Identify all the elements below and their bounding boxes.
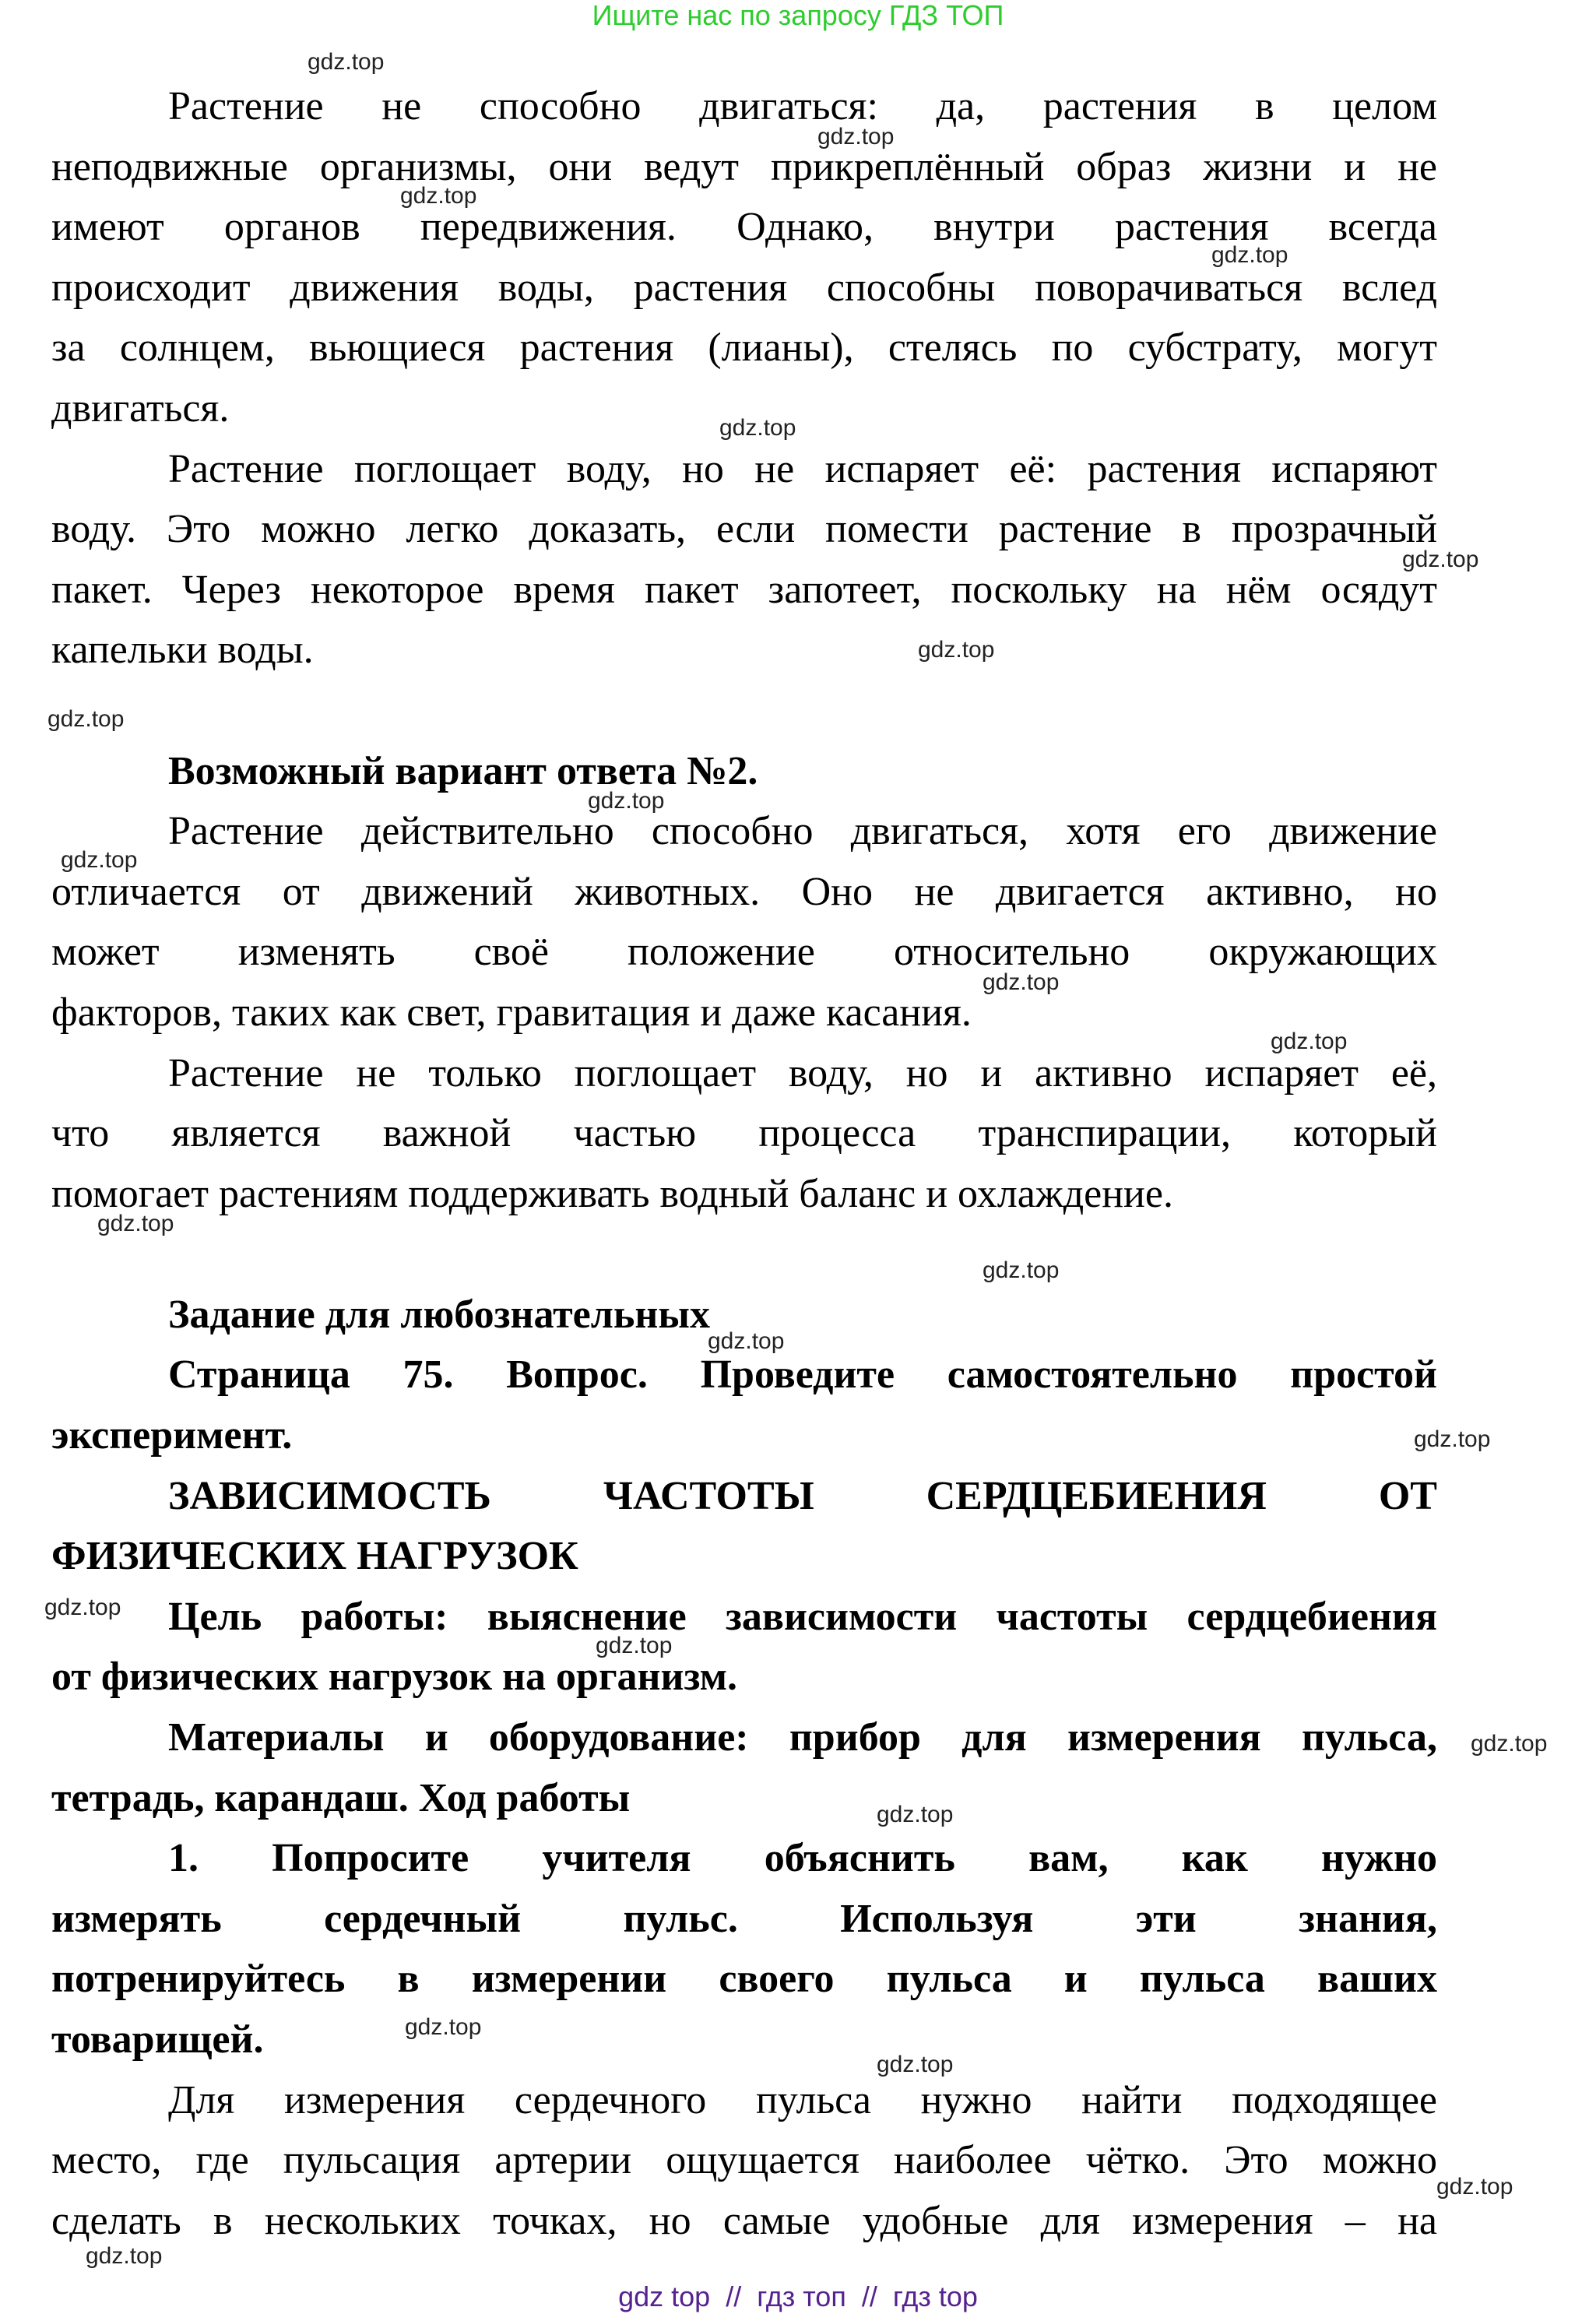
text-line: Растение не способно двигаться: да, растения в целом [168, 84, 1437, 128]
watermark: gdz.top [877, 1802, 954, 1827]
watermark: gdz.top [983, 969, 1060, 995]
watermark: gdz.top [588, 788, 665, 814]
watermark: gdz.top [918, 637, 995, 663]
watermark: gdz.top [596, 1633, 673, 1658]
goal-line: Цель работы: выяснение зависимости частоты сердцебиения [168, 1594, 1437, 1639]
step-line: товарищей. [51, 2017, 264, 2062]
watermark: gdz.top [1211, 242, 1288, 268]
spacer [51, 680, 1437, 741]
watermark: gdz.top [61, 847, 138, 873]
text-line: неподвижные организмы, они ведут прикреплённый образ жизни и не [51, 144, 1437, 189]
text-line: Растение поглощает воду, но не испаряет её: растения испаряют [168, 446, 1437, 491]
watermark: gdz.top [47, 706, 125, 732]
experiment-title: ФИЗИЧЕСКИХ НАГРУЗОК [51, 1534, 578, 1579]
materials-line: Материалы и оборудование: прибор для измерения пульса, [168, 1715, 1437, 1760]
watermark: gdz.top [44, 1595, 121, 1620]
watermark: gdz.top [1436, 2174, 1513, 2200]
watermark: gdz.top [405, 2014, 482, 2040]
text-line: пакет. Через некоторое время пакет запотеет, поскольку на нём осядут [51, 567, 1437, 612]
text-line: двигаться. [51, 385, 230, 431]
question-line: эксперимент. [51, 1413, 293, 1458]
watermark: gdz.top [817, 124, 895, 149]
watermark: gdz.top [400, 183, 477, 209]
step-line: потренируйтесь в измерении своего пульса и пульса ваших [51, 1957, 1437, 2002]
answer-heading: Возможный вариант ответа №2. [168, 748, 758, 793]
text-line: что является важной частью процесса транспирации, который [51, 1111, 1437, 1156]
footer-links: gdz top // гдз топ // гдз top [618, 2281, 978, 2312]
step-line: измерять сердечный пульс. Используя эти знания, [51, 1896, 1437, 1941]
text-line: место, где пульсация артерии ощущается наиболее чётко. Это можно [51, 2138, 1437, 2183]
watermark: gdz.top [983, 1257, 1060, 1283]
text-line: воду. Это можно легко доказать, если помести растение в прозрачный [51, 507, 1437, 552]
text-line: капельки воды. [51, 628, 314, 673]
goal-line: от физических нагрузок на организм. [51, 1655, 738, 1700]
text-line: Растение не только поглощает воду, но и активно испаряет её, [168, 1050, 1437, 1095]
text-line: может изменять своё положение относительно окружающих [51, 930, 1437, 975]
spacer [51, 1224, 1437, 1285]
watermark: gdz.top [1471, 1731, 1548, 1757]
text-line: отличается от движений животных. Оно не двигается активно, но [51, 869, 1437, 914]
watermark: gdz.top [1414, 1426, 1491, 1452]
text-line: имеют органов передвижения. Однако, внутри растения всегда [51, 205, 1437, 250]
question-line: Страница 75. Вопрос. Проведите самостоятельно простой [168, 1352, 1437, 1398]
watermark: gdz.top [308, 49, 385, 75]
task-heading: Задание для любознательных [168, 1292, 710, 1337]
materials-line: тетрадь, карандаш. Ход работы [51, 1775, 631, 1820]
text-line: за солнцем, вьющиеся растения (лианы), стелясь по субстрату, могут [51, 325, 1437, 371]
step-line: 1. Попросите учителя объяснить вам, как нужно [168, 1836, 1437, 1881]
text-line: сделать в нескольких точках, но самые удобные для измерения – на [51, 2198, 1437, 2243]
text-line: Растение действительно способно двигаться, хотя его движение [168, 809, 1437, 854]
watermark: gdz.top [719, 415, 796, 441]
watermark: gdz.top [97, 1211, 174, 1236]
document-body [51, 76, 1437, 2251]
search-banner: Ищите нас по запросу ГДЗ ТОП [592, 0, 1004, 31]
watermark: gdz.top [1402, 547, 1479, 572]
experiment-title: ЗАВИСИМОСТЬ ЧАСТОТЫ СЕРДЦЕБИЕНИЯ ОТ [168, 1473, 1437, 1518]
watermark: gdz.top [1271, 1029, 1348, 1054]
text-line: Для измерения сердечного пульса нужно найти подходящее [168, 2077, 1437, 2122]
text-line: факторов, таких как свет, гравитация и даже касания. [51, 990, 972, 1035]
text-line: происходит движения воды, растения способны поворачиваться вслед [51, 265, 1437, 310]
watermark: gdz.top [877, 2052, 954, 2077]
watermark: gdz.top [86, 2243, 163, 2269]
watermark: gdz.top [708, 1328, 785, 1354]
text-line: помогает растениям поддерживать водный баланс и охлаждение. [51, 1171, 1173, 1216]
